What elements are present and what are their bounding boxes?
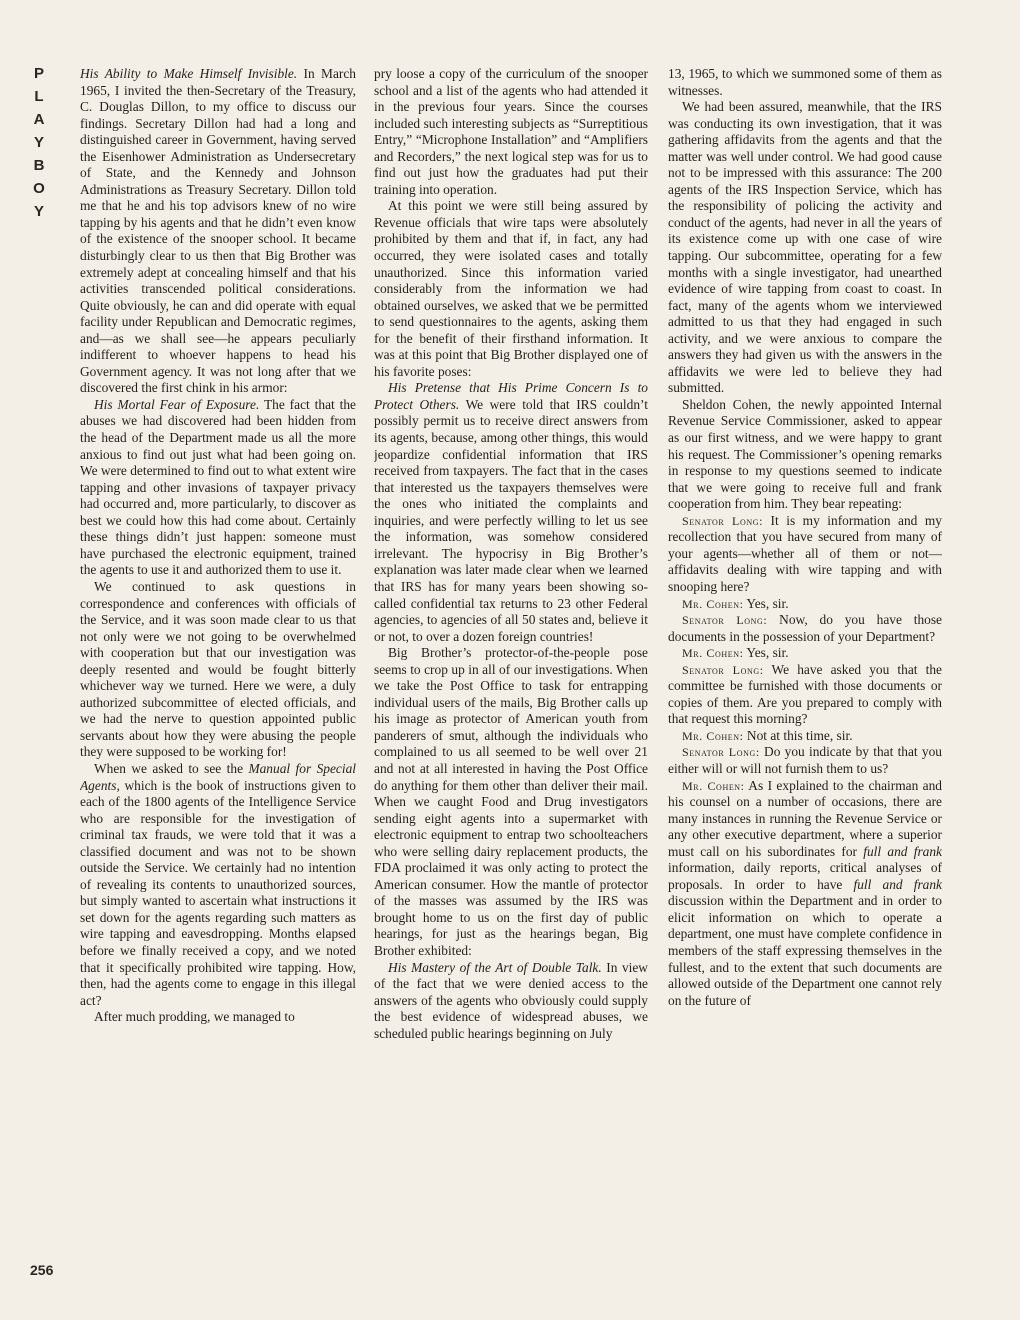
article-paragraph: We continued to ask questions in correspondence and conferences with officials of the Service, and it was soon made clear to us that not only were we not going to be overwhelmed with cooperation but that our investigation was deeply resented and would be fought bitterly whichever way we turned. Here we were, a duly authorized subcommittee of elected officials, and we had the nerve to question appointed public servants about how they were abusing the people they were supposed to be working for! bbox=[80, 578, 356, 760]
dialogue-line: Senator Long: Do you indicate by that that you either will or will not furnish them to us? bbox=[668, 744, 942, 776]
dialogue-line: Mr. Cohen: Not at this time, sir. bbox=[682, 727, 853, 743]
article-paragraph: We had been assured, meanwhile, that the IRS was conducting its own investigation, that it was gathering affidavits from the agents and that the matter was well under control. We had good cause not to be impressed with this assurance: The 200 agents of the IRS Inspection Service, which has the responsibility of policing the activity and conduct of the agents, had never in all the years of its existence come up with one case of wire tapping. Our subcommittee, operating for a few months with a single investigator, had unearthed evidence of wire tapping from coast to coast. In fact, many of the agents whom we interviewed admitted to us that they had engaged in such activity, and we were anxious to compare the answers they had given us with the answers in the affidavits we were led to believe they had submitted. bbox=[668, 99, 942, 396]
magazine-name-vertical bbox=[26, 62, 52, 223]
article-paragraph: His Mortal Fear of Exposure. The fact that the abuses we had discovered had been hidden from the head of the Department made us all the more anxious to find out just what had been going on. We were determined to find out to what extent wire tapping and other invasions of taxpayer privacy had occurred and, more particularly, to discover as best we could how this had come about. Certainly these things didn’t just happen: someone must have purchased the electronic equipment, trained the agents to use it and authorized them to use it. bbox=[80, 396, 356, 578]
article-paragraph: Sheldon Cohen, the newly appointed Internal Revenue Service Commissioner, asked to appear as our first witness, and we were happy to grant his request. The Commissioner’s opening remarks in response to my questions seemed to indicate that we were going to receive full and frank cooperation from him. They bear repeating: bbox=[668, 396, 942, 512]
dialogue-line: Mr. Cohen: As I explained to the chairman and his counsel on a number of occasions, there are many instances in running the Revenue Service or any other executive department, where a superior must call on his subordinates for full and frank information, daily reports, critical analyses of proposals. In order to have full and frank discussion within the Department and in order to elicit information on which to operate a department, one must have complete confidence in members of the staff expressing themselves in the fullest, and to the extent that such documents are allowed outside of the Department one cannot rely on the future of bbox=[668, 777, 942, 1008]
article-column-1 bbox=[80, 66, 356, 1286]
article-paragraph: His Mastery of the Art of Double Talk. In view of the fact that we were denied access to the answers of the agents who obviously could supply the best evidence of widespread abuses, we scheduled public hearings beginning on July bbox=[374, 959, 648, 1041]
article-paragraph: pry loose a copy of the curriculum of the snooper school and a list of the agents who had attended it in the previous four years. Since the courses included such interesting subjects as “Surreptitious Entry,” “Microphone Installation” and “Amplifiers and Recorders,” the next logical step was for us to find out just how the graduates had put their training into operation. bbox=[374, 66, 648, 197]
dialogue-line: Senator Long: It is my information and my recollection that you have secured from many of your agents—whether all of them or not—affidavits dealing with wire tapping and with snooping here? bbox=[668, 512, 942, 594]
article-paragraph: His Ability to Make Himself Invisible. In March 1965, I invited the then-Secretary of the Treasury, C. Douglas Dillon, to my office to discuss our findings. Secretary Dillon had had a long and distinguished career in Government, having served the Eisenhower Administration as Undersecretary of State, and the Kennedy and Johnson Administrations as Treasury Secretary. Dillon told me that he and his top advisors knew of no wire tapping by his agents and that he didn’t even know of the existence of the snooper school. It became disturbingly clear to us then that Big Brother was extremely adept at concealing himself and that his activities transcended political considerations. Quite obviously, he can and did operate with equal facility under Republican and Democratic regimes, and—as we shall see—he appears peculiarly indifferent to whoever happens to head his Government agency. It was not long after that we discovered the first chink in his armor: bbox=[80, 66, 356, 396]
magazine-name-letter: Y bbox=[33, 134, 44, 151]
magazine-name-letter: A bbox=[33, 111, 45, 128]
dialogue-line: Mr. Cohen: Yes, sir. bbox=[682, 645, 789, 661]
article-paragraph: His Pretense that His Prime Concern Is to Protect Others. We were told that IRS couldn’t possibly permit us to receive direct answers from its agents, because, among other things, this would jeopardize confidential information that IRS received from taxpayers. The fact that in the cases that interested us the taxpayers themselves were the ones who initiated the complaints and inquiries, and were perfectly willing to let us see the information, was somehow considered irrelevant. The hypocrisy in Big Brother’s explanation was later made clear when we learned that IRS has for many years been showing so-called confidential tax returns to 23 other Federal agencies, to agencies of all 50 states and, believe it or not, to over a dozen foreign countries! bbox=[374, 380, 648, 644]
article-paragraph: After much prodding, we managed to bbox=[94, 1009, 295, 1025]
magazine-name-letter: O bbox=[33, 180, 45, 197]
page-number: 256 bbox=[30, 1262, 54, 1278]
dialogue-line: Mr. Cohen: Yes, sir. bbox=[682, 595, 789, 611]
dialogue-line: Senator Long: Now, do you have those documents in the possession of your Department? bbox=[668, 612, 942, 644]
article-column-2 bbox=[374, 66, 648, 1286]
article-paragraph: When we asked to see the Manual for Special Agents, which is the book of instructions given to each of the 1800 agents of the Intelligence Service who are responsible for the investigation of criminal tax frauds, we were told that it was a classified document and was not to be shown outside the Service. We certainly had no intention of revealing its contents to unauthorized sources, but simply wanted to ascertain what instructions it set down for the agents regarding such matters as wire tapping and eavesdropping. Months elapsed before we finally received a copy, and we noted that it specifically prohibited wire tapping. How, then, had the agents come to engage in this illegal act? bbox=[80, 760, 356, 1008]
article-paragraph: 13, 1965, to which we summoned some of them as witnesses. bbox=[668, 66, 942, 98]
magazine-name-letter: B bbox=[33, 157, 45, 174]
article-column-3 bbox=[668, 66, 942, 1286]
magazine-name-letter: Y bbox=[33, 203, 44, 220]
magazine-name-letter: P bbox=[33, 65, 44, 82]
magazine-name-letter: L bbox=[34, 88, 44, 105]
article-paragraph: At this point we were still being assured by Revenue officials that wire taps were absolutely prohibited by them and that if, in fact, any had occurred, they were isolated cases and totally unauthorized. Since this information varied considerably from the information we had obtained ourselves, we asked that we be permitted to send questionnaires to the agents, asking them for the benefit of their firsthand information. It was at this point that Big Brother displayed one of his favorite poses: bbox=[374, 198, 648, 379]
dialogue-line: Senator Long: We have asked you that the committee be furnished with those documents or copies of them. Are you prepared to comply with that request this morning? bbox=[668, 661, 942, 727]
article-paragraph: Big Brother’s protector-of-the-people pose seems to crop up in all of our investigations. When we take the Post Office to task for entrapping individual users of the mails, Big Brother calls up his image as protector of American youth from panderers of smut, although the individuals who complained to us all seemed to be well over 21 and not at all interested in having the Post Office do anything for them other than deliver their mail. When we caught Food and Drug investigators sending eight agents into a supermarket with electronic equipment to entrap two schoolteachers who were selling dairy replacement products, the FDA proclaimed it was only acting to protect the American consumer. How the mantle of protector of the masses was assumed by the IRS was brought home to us on the first day of public hearings, for just as the hearings began, Big Brother exhibited: bbox=[374, 645, 648, 958]
